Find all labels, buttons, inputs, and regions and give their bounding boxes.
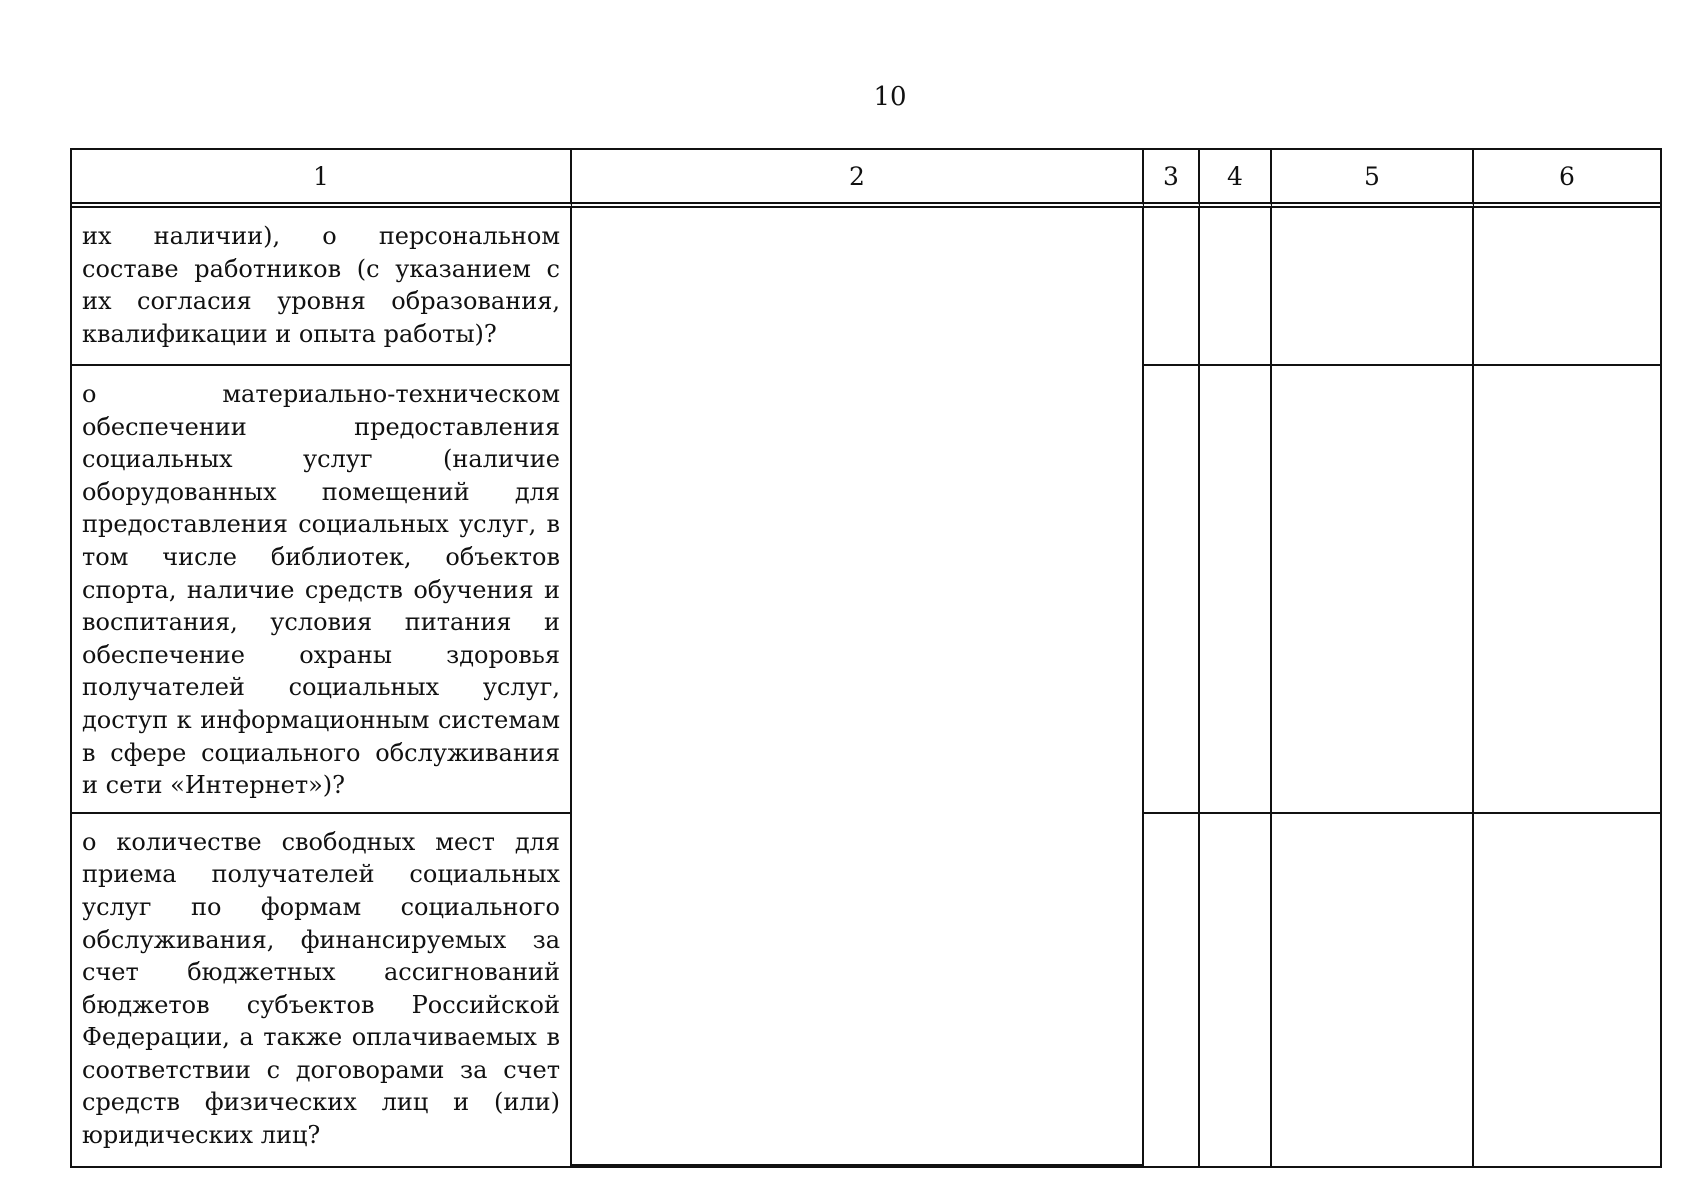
merged-cell-col-2 [572, 208, 1144, 1166]
header-col-6: 6 [1474, 150, 1660, 208]
empty-cell [1474, 366, 1660, 814]
question-cell: их наличии), о персональном составе работников (с указанием с их согласия уровня образования, квалификации и опыта работы)? [72, 208, 572, 366]
checklist-table [70, 148, 1662, 1168]
empty-cell [1474, 208, 1660, 366]
header-col-1: 1 [72, 150, 572, 208]
empty-cell [1200, 814, 1272, 1166]
empty-cell [1200, 366, 1272, 814]
header-col-4: 4 [1200, 150, 1272, 208]
header-col-2: 2 [572, 150, 1144, 208]
page-number: 10 [873, 82, 907, 112]
empty-cell [1144, 366, 1200, 814]
empty-cell [1144, 814, 1200, 1166]
header-col-3: 3 [1144, 150, 1200, 208]
empty-cell [1200, 208, 1272, 366]
empty-cell [1144, 208, 1200, 366]
header-col-5: 5 [1272, 150, 1474, 208]
table-header-row [72, 150, 1660, 208]
empty-cell [1474, 814, 1660, 1166]
empty-cell [1272, 366, 1474, 814]
question-cell: о материально-техническом обеспечении предоставления социальных услуг (наличие оборудованных помещений для предоставления социальных услуг, в том числе библиотек, объектов спорта, наличие средств обучения и воспитания, условия питания и обеспечение охраны здоровья получателей социальных услуг, доступ к информационным системам в сфере социального обслуживания и сети «Интернет»)? [72, 366, 572, 814]
empty-cell [1272, 208, 1474, 366]
table-row [72, 208, 1660, 366]
question-cell: о количестве свободных мест для приема получателей социальных услуг по формам социального обслуживания, финансируемых за счет бюджетных ассигнований бюджетов субъектов Российской Федерации, а также оплачиваемых в соответствии с договорами за счет средств физических лиц и (или) юридических лиц? [72, 814, 572, 1166]
empty-cell [1272, 814, 1474, 1166]
